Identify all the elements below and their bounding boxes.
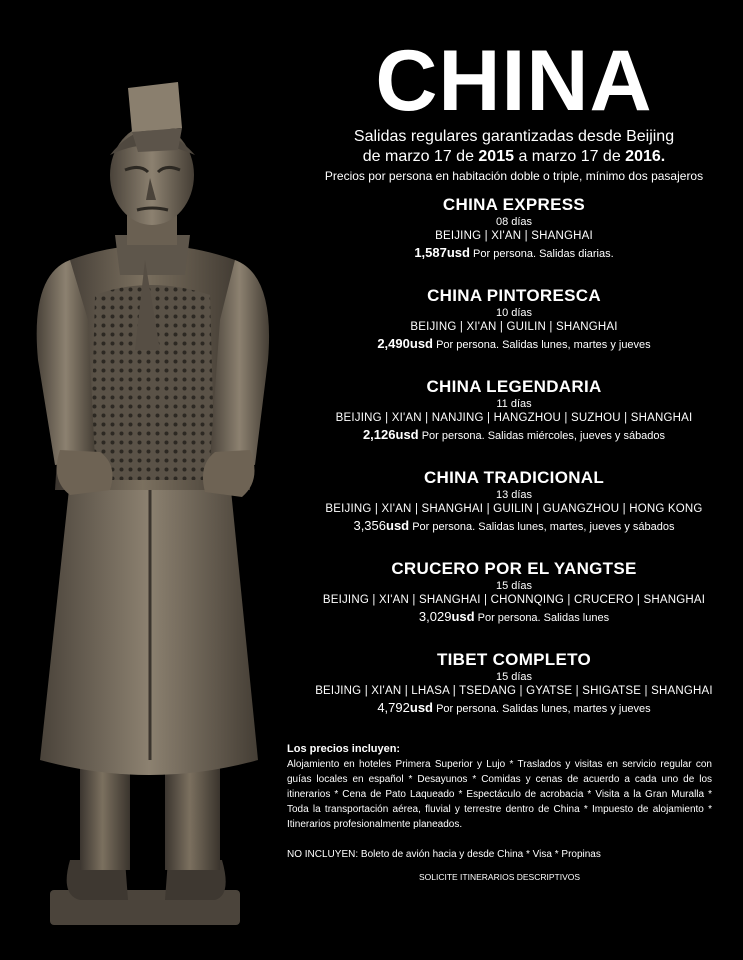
price-currency: usd <box>395 427 419 442</box>
tour-name: CHINA LEGENDARIA <box>426 377 602 396</box>
price-amount: 2,126 <box>362 427 396 442</box>
start-year: 2015 <box>478 148 514 165</box>
tour-days: 10 días <box>495 307 533 319</box>
tour-route: BEIJING | XI'AN | GUILIN | SHANGHAI <box>410 321 618 333</box>
intro-text <box>290 127 738 185</box>
tour-price-line <box>290 426 738 445</box>
tour-price <box>377 700 433 715</box>
date-range-line <box>290 147 738 167</box>
tour-name: TIBET COMPLETO <box>436 650 592 669</box>
includes-text: Alojamiento en hoteles Primera Superior y Lujo * Traslados y visitas en servicio regular con guías locales en español * Desayunos * Comidas y cenas de acuerdo a cada uno de los itinerarios * Cena de Pato Laqueado * Espectáculo de acrobacia * Visita a la Gran Muralla * Toda la transportación aérea, fluvial y terrestre dentro de China * Impuesto de alojamiento * Itinerarios profesionalmente planeados. <box>287 759 712 830</box>
tour-description: Por persona. Salidas lunes, martes y jueves <box>436 703 651 715</box>
includes-heading: Los precios incluyen: <box>287 743 401 755</box>
tour-days: 13 días <box>495 489 533 501</box>
tour-route: BEIJING | XI'AN | SHANGHAI | GUILIN | GUANGZHOU | HONG KONG <box>325 503 703 515</box>
tour-name: CHINA PINTORESCA <box>427 286 601 305</box>
tour-description: Por persona. Salidas lunes <box>477 612 610 624</box>
tour-days: 11 días <box>496 398 532 410</box>
tour-item <box>290 195 738 286</box>
page-title: CHINA <box>375 33 653 129</box>
price-amount: 4,792 <box>377 700 410 715</box>
tour-days: 15 días <box>495 580 533 592</box>
tour-price <box>414 245 470 260</box>
tour-item <box>290 286 738 377</box>
tour-description: Por persona. Salidas lunes, martes, jueves y sábados <box>412 521 675 533</box>
not-included-text: NO INCLUYEN: Boleto de avión hacia y desde China * Visa * Propinas <box>287 849 601 860</box>
tour-item <box>290 377 738 468</box>
tour-route: BEIJING | XI'AN | SHANGHAI <box>435 230 593 242</box>
tour-price-line <box>290 699 738 718</box>
terracotta-warrior-image <box>0 60 300 940</box>
tour-item <box>290 559 738 650</box>
price-currency: usd <box>446 245 470 260</box>
departures-line: Salidas regulares garantizadas desde Beijing <box>353 128 675 145</box>
terms-section <box>287 742 712 883</box>
price-amount: 3,356 <box>353 518 387 533</box>
tour-name: CHINA TRADICIONAL <box>423 468 605 487</box>
tour-description: Por persona. Salidas lunes, martes y jueves <box>436 339 651 351</box>
tour-price-line <box>290 335 738 354</box>
tour-price <box>353 518 409 533</box>
tour-route: BEIJING | XI'AN | SHANGHAI | CHONNQING | CRUCERO | SHANGHAI <box>322 594 706 606</box>
tour-price-line <box>290 244 738 263</box>
end-year: 2016. <box>625 148 666 165</box>
tour-price <box>419 609 475 624</box>
tour-list <box>290 195 738 741</box>
tour-description: Por persona. Salidas diarias. <box>473 248 614 260</box>
price-currency: usd <box>409 336 433 351</box>
price-currency: usd <box>386 518 410 533</box>
tour-route: BEIJING | XI'AN | LHASA | TSEDANG | GYATSE | SHIGATSE | SHANGHAI <box>315 685 713 697</box>
tour-item <box>290 468 738 559</box>
tour-name: CRUCERO POR EL YANGTSE <box>391 559 637 578</box>
price-conditions-line: Precios por persona en habitación doble o triple, mínimo dos pasajeros <box>324 169 704 183</box>
tour-route: BEIJING | XI'AN | NANJING | HANGZHOU | SUZHOU | SHANGHAI <box>335 412 693 424</box>
tour-price-line <box>290 517 738 536</box>
tour-price <box>377 336 433 351</box>
date-mid: a marzo 17 de <box>514 148 626 165</box>
date-prefix: de marzo 17 de <box>362 148 479 165</box>
price-amount: 3,029 <box>418 609 452 624</box>
price-amount: 2,490 <box>377 336 410 351</box>
price-currency: usd <box>409 700 433 715</box>
price-currency: usd <box>451 609 475 624</box>
tour-description: Por persona. Salidas miércoles, jueves y sábados <box>421 430 666 442</box>
price-amount: 1,587 <box>414 245 447 260</box>
tour-days: 15 días <box>495 671 533 683</box>
tour-item <box>290 650 738 741</box>
tour-name: CHINA EXPRESS <box>442 195 586 214</box>
tour-price-line <box>290 608 738 627</box>
tour-days: 08 días <box>495 216 533 228</box>
request-itineraries-text: SOLICITE ITINERARIOS DESCRIPTIVOS <box>418 872 581 882</box>
tour-price <box>363 427 419 442</box>
